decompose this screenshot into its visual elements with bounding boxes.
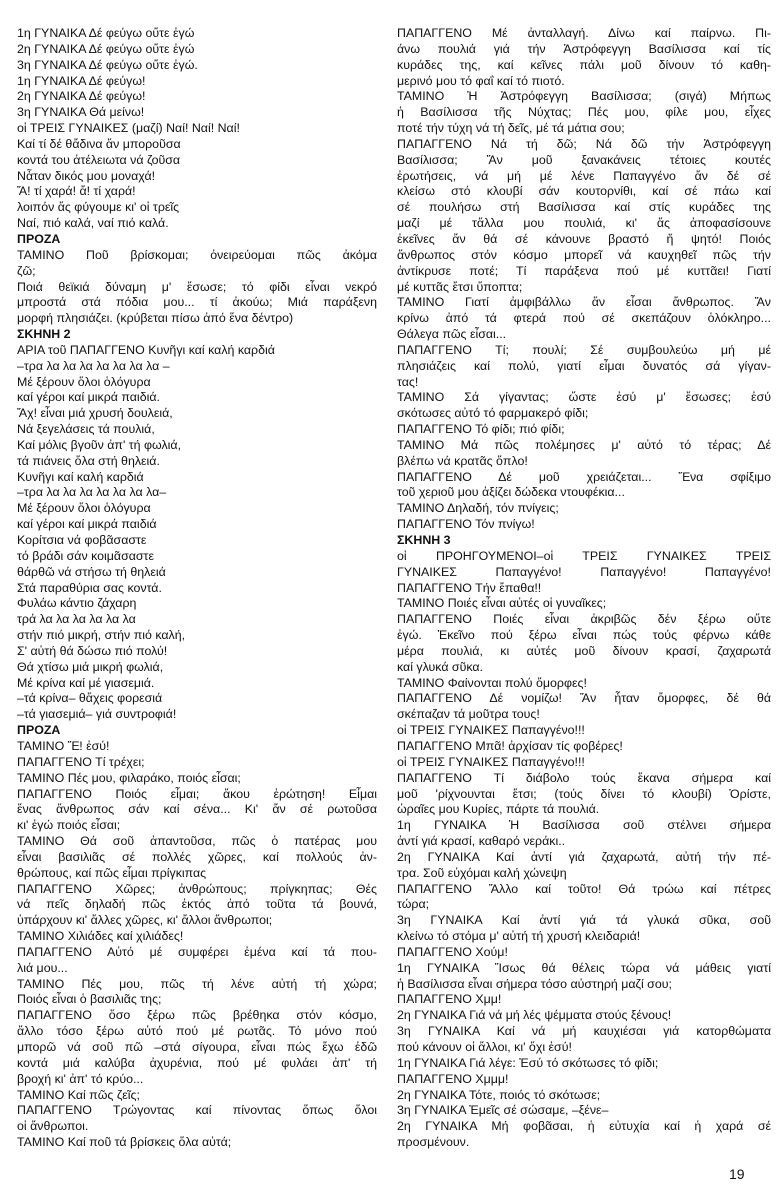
text-line: μερινό μου τό φαΐ καί τό πιοτό. [397, 73, 565, 88]
text-line: ὑπάρχουν κι' ἄλλες χῶρες, κι' ἄλλοι ἄνθρωποι; [17, 913, 273, 928]
text-line: ΠΑΠΑΓΓΕΝΟ Τήν ἔπαθα!! [397, 580, 542, 595]
text-line: ΠΑΠΑΓΓΕΝΟ Τό φίδι; πιό φίδι; [397, 422, 565, 437]
text-line: 3η ΓΥΝΑΙΚΑ Ἐμεῖς σέ σώσαμε, –ξένε– [397, 1103, 609, 1118]
text-line: Θά χτίσω μιά μικρή φωλιά, [17, 659, 164, 674]
text-line: Καί τί δέ θἄδινα ἄν μποροῦσα [17, 136, 181, 151]
section-heading: ΣΚΗΝΗ 3 [397, 533, 451, 547]
text-line: κλείνω τό στόμα μ' αὐτή τή χρυσή κλειδαριά! [397, 929, 641, 944]
text-line: 2η ΓΥΝΑΙΚΑ Δέ φεύγω οὔτε ἐγώ [17, 41, 195, 56]
text-line: τρά λα λα λα λα λα λα [17, 612, 136, 627]
text-line: μοῦ 'ρίχνουνται ἔτσι; (τούς δίνει τό κλουβί) Ὁρίστε, [397, 786, 771, 801]
text-line: 2η ΓΥΝΑΙΚΑ Γιά νά μή λές ψέμματα στούς ξένους! [397, 1008, 672, 1023]
text-line: ΑΡΙΑ τοῦ ΠΑΠΑΓΓΕΝΟ Κυνῆγι καί καλή καρδιά [17, 342, 275, 357]
text-line: οἱ ΤΡΕΙΣ ΓΥΝΑΙΚΕΣ Παπαγγένο!!! [397, 754, 585, 769]
text-line: θρώπους, καί πῶς εἶμαι πρίγκιπας [17, 865, 207, 880]
text-line: βροχή κι' ἀπ' τό κρύο... [17, 1071, 144, 1086]
text-line: ΤΑΜΙΝΟ Φαίνονται πολύ ὄμορφες! [397, 675, 587, 690]
text-line: ἄλλο τόσο ξέρω αὐτό πού μέ ρωτᾶς. Τό μόνο πού [17, 1024, 377, 1039]
text-line: ἡ Βασίλισσα τῆς Νύχτας; Πές μου, φίλε μου, εἶχες [397, 105, 771, 120]
text-line: κυράδες της, καί κεῖνες πάλι μοῦ δίνουν τό καθη- [397, 57, 771, 72]
text-line: προσμένουν. [397, 1135, 470, 1150]
text-line: 1η ΓΥΝΑΙΚΑ Δέ φεύγω οὔτε ἐγώ [17, 26, 195, 40]
text-line: άνω πουλιά γιά τήν Ἀστρόφεγγη Βασίλισσα καί τίς [397, 41, 771, 56]
text-line: ΓΥΝΑΙΚΕΣ Παπαγγένο! Παπαγγένο! Παπαγγένο! [397, 564, 771, 579]
text-line: ποτέ τήν τύχη νά τή δεῖς, μέ τά μάτια σου; [397, 121, 625, 136]
text-line: ΤΑΜΙΝΟ Δηλαδή, τόν πνίγεις; [397, 501, 559, 516]
text-line: καί γέροι καί μικρά παιδιά. [17, 390, 160, 405]
text-line: μπορῶ νά σοῦ πῶ –στά σίγουρα, εἶναι πώς ἔχω ἐδῶ [17, 1040, 377, 1054]
text-line: τας! [397, 374, 419, 389]
text-line: τρα. Σοῦ εὐχόμαι καλή χώνεψη [397, 865, 567, 880]
text-line: ΠΑΠΑΓΓΕΝΟ Ποιός εἶμαι; ἄκου ἐρώτηση! Εἶμαι [17, 786, 377, 801]
text-line: μπροστά στά πόδια μου... τί ἀκούω; Μιά παράξενη [17, 295, 377, 310]
text-line: ΠΑΠΑΓΓΕΝΟ Τόν πνίγω! [397, 517, 535, 532]
text-line: κλείσω στό κλουβί σάν κουτορνίθι, καί σέ πάω καί [397, 184, 771, 199]
text-line: κι' ἐγώ ποιός εἶσαι; [17, 818, 121, 833]
text-line: οἱ ἄνθρωποι. [17, 1119, 89, 1134]
text-line: νά πεῖς δηλαδή πῶς ἐκτός ἀπό τοῦτα τά βουνά, [17, 897, 377, 912]
text-line: 3η ΓΥΝΑΙΚΑ Καί νά μή καυχιέσαι γιά κατορθώματα [397, 1024, 771, 1039]
text-line: –τά κρίνα– θἄχεις φορεσιά [17, 691, 163, 706]
text-line: ΤΑΜΙΝΟ Σά γίγαντας; ὥστε ἐσύ μ' ἔσωσες; ἐσύ [397, 390, 771, 405]
text-line: κοντά μιά καλύβα ἀχυρένια, πού μέ φυλάει ἀπ' τή [17, 1055, 377, 1070]
text-line: ΠΑΠΑΓΓΕΝΟ Αὐτό μέ συμφέρει ἐμένα καί τά που- [17, 944, 377, 959]
text-line: ΤΑΜΙΝΟ Πές μου, πῶς τή λένε αὐτή τή χώρα; [17, 976, 377, 991]
text-line: 2η ΓΥΝΑΙΚΑ Τότε, ποιός τό σκότωσε; [397, 1087, 601, 1102]
text-line: 2η ΓΥΝΑΙΚΑ Δέ φεύγω! [17, 89, 146, 104]
text-line: 2η ΓΥΝΑΙΚΑ Μή φοβᾶσαι, ἡ εὐτυχία καί ἡ χαρά σέ [397, 1119, 771, 1134]
text-line: 3η ΓΥΝΑΙΚΑ Θά μείνω! [17, 105, 145, 120]
text-line: ΠΑΠΑΓΓΕΝΟ Νά τή δῶ; Νά δῶ τήν Ἀστρόφεγγη [397, 136, 771, 151]
text-line: ΠΑΠΑΓΓΕΝΟ Δέ μοῦ χρειάζεται... Ἕνα σφίξιμο [397, 469, 771, 484]
text-line: Ναί, πιό καλά, ναί πιό καλά. [17, 216, 169, 231]
text-line: Θάλεγα πῶς εἶσαι... [397, 327, 507, 342]
text-line: Νἆταν δικός μου μοναχά! [17, 168, 156, 183]
text-line: ΤΑΜΙΝΟ Χιλιάδες καί χιλιάδες! [17, 929, 184, 944]
text-line: ΤΑΜΙΝΟ Ποιές εἶναι αὐτές οἱ γυναῖκες; [397, 596, 607, 611]
text-line: ΠΑΠΑΓΓΕΝΟ Δέ νομίζω! Ἄν ἦταν ὄμορφες, δέ θά [397, 691, 771, 706]
text-line: ἄνθρωπος στόν κόσμο μπορεῖ νά καυχηθεῖ πῶς τήν [397, 247, 771, 262]
text-line: σέ πουλήσω στή Βασίλισσα καί στίς κυράδες της [397, 200, 771, 215]
text-line: ΠΑΠΑΓΓΕΝΟ ὅσο ξέρω πῶς βρέθηκα στόν κόσμο, [17, 1008, 377, 1023]
text-line: θάρθῶ νά στήσω τή θηλειά [17, 564, 166, 579]
text-line: ΠΑΠΑΓΓΕΝΟ Χῶρες; ἀνθρώπους; πρίγκηπας; Θές [17, 881, 377, 896]
text-line: σκότωσες αὐτό τό φαρμακερό φίδι; [397, 406, 589, 421]
text-line: ΠΑΠΑΓΓΕΝΟ Μέ ἀνταλλαγή. Δίνω καί παίρνω. Πι- [397, 26, 771, 40]
text-line: ἡ Βασίλισσα εἶναι σήμερα τόσο αὐστηρή μαζί σου; [397, 976, 672, 991]
text-line: ἐρωτήσεις, νά μή μέ λένε Παπαγγένο ἄν δέ σέ [397, 168, 771, 183]
text-line: μέρα πουλιά, κι αὐτές μοῦ δίνουν κρασί, ζαχαρωτά [397, 643, 771, 658]
text-line: ΤΑΜΙΝΟ Γιατί ἀμφιβάλλω ἄν εἶσαι ἄνθρωπος. Ἄν [397, 295, 771, 310]
text-line: κοντά του ἀτέλειωτα νά ζοῦσα [17, 152, 181, 167]
text-line: Ἄ! τί χαρά! ἄ! τί χαρά! [17, 184, 136, 199]
text-line: μέ κυττᾶς ἔτσι ὕποπτα; [397, 279, 523, 294]
text-line: ΤΑΜΙΝΟ Θά σοῦ ἀπαντοῦσα, πῶς ὁ πατέρας μου [17, 834, 377, 849]
text-line: ΤΑΜΙΝΟ Ἡ Ἀστρόφεγγη Βασίλισσα; (σιγά) Μήπως [397, 89, 771, 104]
text-line: 1η ΓΥΝΑΙΚΑ Γιά λέγε: Ἐσύ τό σκότωσες τό φίδι; [397, 1055, 659, 1070]
text-line: ΠΑΠΑΓΓΕΝΟ Χμμ! [397, 992, 502, 1007]
text-line: εἶναι βασιλιᾶς σέ πολλές χῶρες, καί πολλούς ἀν- [17, 849, 377, 864]
text-line: Καί μόλις βγοῦν ἀπ' τή φωλιά, [17, 437, 182, 452]
text-line: οἱ ΤΡΕΙΣ ΓΥΝΑΙΚΕΣ (μαζί) Ναί! Ναί! Ναί! [17, 121, 240, 136]
text-line: ΤΑΜΙΝΟ Ἔ! ἐσύ! [17, 738, 110, 753]
text-line: σκέπαζαν τά μοῦτρα τους! [397, 707, 540, 722]
text-line: –τρα λα λα λα λα λα λα λα– [17, 485, 167, 500]
text-line: ζῶ; [17, 263, 36, 278]
text-line: Μέ κρίνα καί μέ γιασεμιά. [17, 675, 155, 690]
text-line: ΠΑΠΑΓΓΕΝΟ Ποιές εἶναι ἀκριβῶς δέν ξέρω οὔτε [397, 612, 771, 627]
text-line: ΠΑΠΑΓΓΕΝΟ Τί διάβολο τούς ἔκανα σήμερα καί [397, 770, 771, 785]
text-line: Μέ ξέρουν ὅλοι ὁλόγυρα [17, 374, 151, 389]
text-line: λοιπόν ἄς φύγουμε κι' οἱ τρεῖς [17, 200, 180, 215]
text-line: λιά μου... [17, 960, 68, 975]
text-line: 1η ΓΥΝΑΙΚΑ Ἴσως θά θέλεις τώρα νά μάθεις γιατί [397, 960, 771, 975]
text-line: μαζί μέ τἄλλα μου πουλιά, κι' ἄς ἀποφασίσουνε [397, 216, 771, 231]
text-line: –τρα λα λα λα λα λα λα λα – [17, 358, 170, 373]
text-line: Φυλάω κάντιο ζάχαρη [17, 596, 137, 611]
section-heading: ΣΚΗΝΗ 2 [17, 327, 71, 342]
text-line: 2η ΓΥΝΑΙΚΑ Καί ἀντί γιά ζαχαρωτά, αὐτή τήν πέ- [397, 849, 771, 864]
text-line: μορφή πλησιάζει. (κρύβεται πίσω ἀπό ἕνα δέντρο) [17, 311, 294, 326]
text-line: ΠΑΠΑΓΓΕΝΟ Τί; πουλί; Σέ συμβουλεύω μή μέ [397, 342, 771, 357]
text-line: τοῦ χεριοῦ μου ἀξίζει δώδεκα ντουφέκια... [397, 485, 625, 500]
section-heading: ΠΡΟΖΑ [17, 231, 61, 246]
section-heading: ΠΡΟΖΑ [17, 723, 61, 738]
text-line: ΠΑΠΑΓΓΕΝΟ Ἄλλο καί τοῦτο! Θά τρώω καί πέτρες [397, 881, 771, 896]
page-number: 19 [729, 1166, 745, 1182]
text-line: 3η ΓΥΝΑΙΚΑ Δέ φεύγω οὔτε ἐγώ. [17, 57, 198, 72]
text-line: βλέπω νά κρατᾶς ὅπλο! [397, 453, 528, 468]
text-line: ΠΑΠΑΓΓΕΝΟ Χμμμ! [397, 1071, 509, 1086]
text-line: ΤΑΜΙΝΟ Καί πῶς ζεῖς; [17, 1087, 140, 1102]
text-line: καί γλυκά σῦκα. [397, 659, 483, 674]
text-line: τώρα; [397, 897, 430, 912]
right-column [397, 26, 771, 1151]
text-line: ὡραῖες μου Κυρίες, πάρτε τά πουλιά. [397, 802, 600, 817]
text-line: Ποιά θεϊκιά δύναμη μ' ἔσωσε; τό φίδι εἶναι νεκρό [17, 279, 377, 294]
text-line: οἱ ΠΡΟΗΓΟΥΜΕΝΟΙ–οἱ ΤΡΕΙΣ ΓΥΝΑΙΚΕΣ ΤΡΕΙΣ [397, 548, 771, 563]
text-line: ἐγώ. Ἐκεῖνο πού ξέρω εἶναι πώς τούς φέρνω κάθε [397, 628, 771, 643]
text-line: τό βράδι σάν κοιμᾶσαστε [17, 548, 154, 563]
text-line: Ποιός εἶναι ὁ βασιλιᾶς της; [17, 992, 162, 1007]
text-line: Βασίλισσα; Ἄν μοῦ ξανακάνεις τέτοιες κουτές [397, 152, 771, 167]
text-line: ΠΑΠΑΓΓΕΝΟ Μπᾶ! ἀρχίσαν τίς φοβέρες! [397, 738, 623, 753]
text-line: πλησιάζεις καί πολύ, γιατί εἶμαι δυνατός σά γίγαν- [397, 358, 771, 373]
text-line: τά πιάνεις ὅλα στή θηλειά. [17, 453, 160, 468]
text-line: Μέ ξέρουν ὅλοι ὁλόγυρα [17, 501, 151, 516]
text-line: Στά παραθύρια σας κοντά. [17, 580, 162, 595]
text-line: –τά γιασεμιά– γιά συντροφιά! [17, 707, 177, 722]
text-line: καί γέροι καί μικρά παιδιά [17, 517, 157, 532]
text-line: ΤΑΜΙΝΟ Ποῦ βρίσκομαι; ὀνειρεύομαι πῶς ἀκόμα [17, 247, 377, 262]
text-line: 1η ΓΥΝΑΙΚΑ Δέ φεύγω! [17, 73, 146, 88]
left-column [17, 26, 377, 1151]
text-line: ΤΑΜΙΝΟ Καί ποῦ τά βρίσκεις ὅλα αὐτά; [17, 1135, 232, 1150]
text-line: πού κάνουν οἱ ἄλλοι, κι' ὄχι ἐσύ! [397, 1040, 572, 1054]
text-line: ἕνας ἄνθρωπος σάν καί σένα... Κι' ἄν σέ ρωτοῦσα [17, 802, 377, 817]
text-line: ΤΑΜΙΝΟ Μά πῶς πολέμησες μ' αὐτό τό τέρας; Δέ [397, 437, 771, 452]
text-line: στήν πιό μικρή, στήν πιό καλή, [17, 628, 186, 643]
text-line: ΠΑΠΑΓΓΕΝΟ Τί τρέχει; [17, 754, 145, 769]
text-line: ἀντί γιά κρασί, καθαρό νεράκι.. [397, 834, 566, 849]
text-line: Νά ξεγελάσεις τά πουλιά, [17, 422, 155, 437]
text-line: οἱ ΤΡΕΙΣ ΓΥΝΑΙΚΕΣ Παπαγγένο!!! [397, 723, 585, 738]
text-line: Κορίτσια νά φοβᾶσαστε [17, 533, 147, 547]
text-line: ΠΑΠΑΓΓΕΝΟ Τρώγοντας καί πίνοντας ὅπως ὅλοι [17, 1103, 377, 1118]
text-line: Σ' αὐτή θά δώσω πιό πολύ! [17, 643, 168, 658]
text-line: ἐκεῖνες ἄν θά σέ κάνουνε βραστό ἤ ψητό! Ποιός [397, 231, 771, 246]
text-line: 3η ΓΥΝΑΙΚΑ Καί ἀντί γιά τά γλυκά σῦκα, σοῦ [397, 913, 771, 928]
text-line: Ἄχ! εἶναι μιά χρυσή δουλειά, [17, 406, 173, 421]
text-line: κρίνω ἀπό τά φτερά πού σέ σκεπάζουν ὁλόκληρο... [397, 311, 771, 326]
text-line: ΠΑΠΑΓΓΕΝΟ Χούμ! [397, 944, 508, 959]
text-line: Κυνῆγι καί καλή καρδιά [17, 469, 144, 484]
text-line: 1η ΓΥΝΑΙΚΑ Ἡ Βασίλισσα σοῦ στέλνει σήμερα [397, 818, 771, 833]
text-line: ΤΑΜΙΝΟ Πές μου, φιλαράκο, ποιός εἶσαι; [17, 770, 241, 785]
text-line: ἀντίκρυσε ποτέ; Τί παράξενα πού μέ κυττᾶει! Γιατί [397, 263, 771, 278]
